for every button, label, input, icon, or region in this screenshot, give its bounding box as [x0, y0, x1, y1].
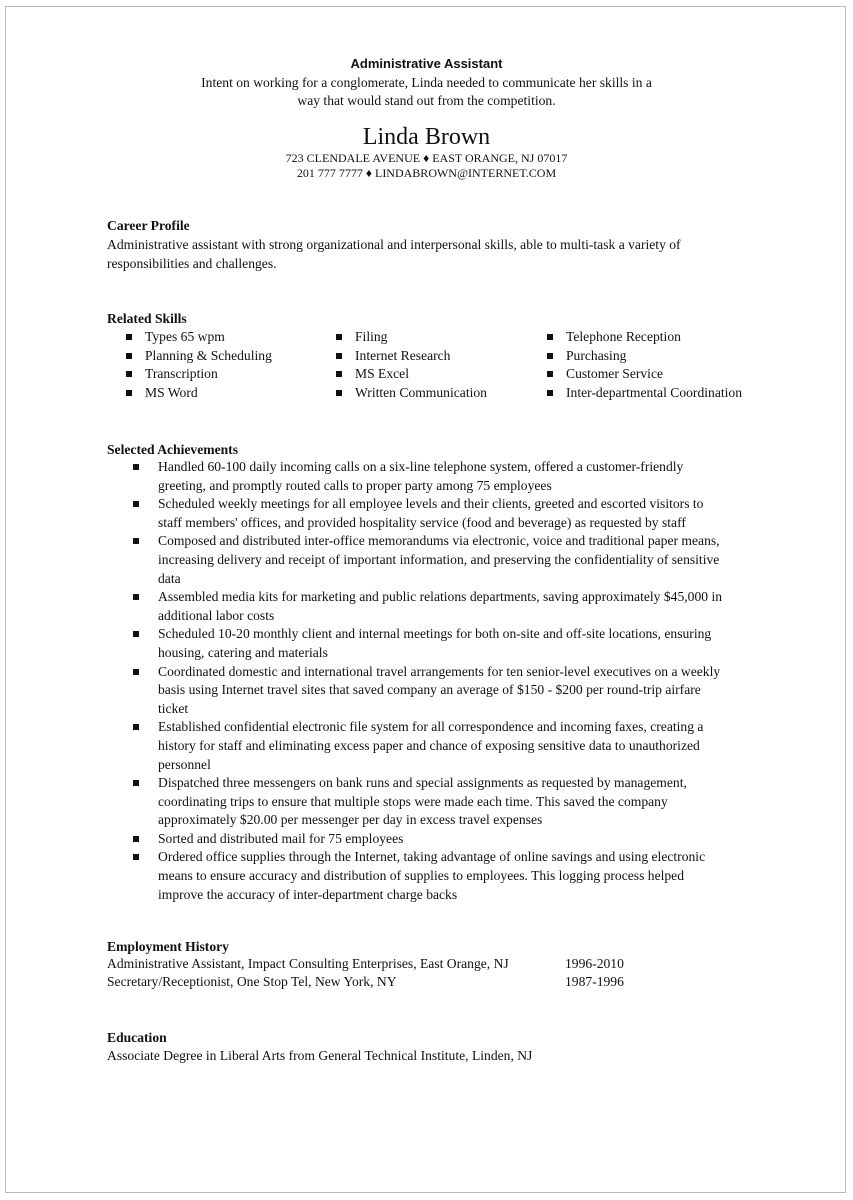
- skill-item: MS Excel: [355, 365, 487, 384]
- achievements-list: [158, 458, 758, 904]
- skills-column: [145, 328, 272, 402]
- employment-title: Employment History: [107, 939, 229, 954]
- bullet-icon: [547, 371, 553, 377]
- bullet-icon: [133, 631, 139, 637]
- bullet-icon: [336, 371, 342, 377]
- skill-item: Planning & Scheduling: [145, 347, 272, 366]
- achievement-item: Dispatched three messengers on bank runs and special assignments as requested by management, coordinating trips to ensure that multiple stops were made each time. This saved the company approximately $20.00 per messenger per day in excess travel expenses: [158, 774, 758, 830]
- contact-block: [0, 151, 853, 181]
- resume-name: Linda Brown: [362, 124, 491, 150]
- skills-column: [566, 328, 742, 402]
- bullet-icon: [133, 724, 139, 730]
- bullet-icon: [126, 371, 132, 377]
- skill-item: Purchasing: [566, 347, 742, 366]
- bullet-icon: [126, 390, 132, 396]
- achievement-item: Established confidential electronic file system for all correspondence and incoming faxes, creating a history for staff and eliminating excess paper and chance of exposing sensitive data to unauthorized personnel: [158, 718, 758, 774]
- employment-row: [107, 955, 667, 973]
- achievement-item: Scheduled weekly meetings for all employee levels and their clients, greeted and escorted visitors to staff members' offices, and provided hospitality service (food and beverage) as requested by staff: [158, 495, 758, 532]
- employment-position: Secretary/Receptionist, One Stop Tel, New York, NY: [107, 974, 397, 989]
- achievement-item: Ordered office supplies through the Internet, taking advantage of online savings and using electronic means to ensure accuracy and distribution of supplies to employees. This logging process helped improve the accuracy of inter-department charge backs: [158, 848, 758, 904]
- employment-years: 1996-2010: [565, 956, 624, 971]
- bullet-icon: [133, 538, 139, 544]
- employment-position: Administrative Assistant, Impact Consulting Enterprises, East Orange, NJ: [107, 956, 509, 971]
- employment-row: [107, 973, 667, 991]
- phone-email-line: 201 777 7777 ♦ LINDABROWN@INTERNET.COM: [296, 166, 557, 180]
- achievement-item: Assembled media kits for marketing and public relations departments, saving approximately $45,000 in additional labor costs: [158, 588, 758, 625]
- bullet-icon: [133, 836, 139, 842]
- skill-item: Customer Service: [566, 365, 742, 384]
- bullet-icon: [133, 669, 139, 675]
- achievement-item: Composed and distributed inter-office memorandums via electronic, voice and traditional paper means, increasing delivery and receipt of important information, and preserving the confidentiality of sensitive data: [158, 532, 758, 588]
- bullet-icon: [547, 334, 553, 340]
- education-title: Education: [107, 1030, 167, 1045]
- document-heading: Administrative Assistant: [350, 56, 503, 71]
- skill-item: Telephone Reception: [566, 328, 742, 347]
- intro-text: [180, 74, 673, 110]
- career-profile-line: responsibilities and challenges.: [107, 256, 277, 271]
- bullet-icon: [133, 501, 139, 507]
- bullet-icon: [133, 464, 139, 470]
- career-profile-line: Administrative assistant with strong organizational and interpersonal skills, able to multi-task a variety of: [107, 237, 681, 252]
- employment-years: 1987-1996: [565, 974, 624, 989]
- bullet-icon: [547, 353, 553, 359]
- achievements-title: Selected Achievements: [107, 442, 238, 457]
- bullet-icon: [336, 353, 342, 359]
- bullet-icon: [133, 854, 139, 860]
- career-profile-text: [107, 235, 747, 273]
- skill-item: Transcription: [145, 365, 272, 384]
- bullet-icon: [126, 334, 132, 340]
- education-text: Associate Degree in Liberal Arts from General Technical Institute, Linden, NJ: [107, 1048, 533, 1063]
- achievement-item: Scheduled 10-20 monthly client and internal meetings for both on-site and off-site locations, ensuring housing, catering and materials: [158, 625, 758, 662]
- achievement-item: Coordinated domestic and international travel arrangements for ten senior-level executives on a weekly basis using Internet travel sites that saved company an average of $150 - $200 per round-trip airfare ticket: [158, 663, 758, 719]
- bullet-icon: [547, 390, 553, 396]
- intro-line: way that would stand out from the competition.: [297, 93, 556, 108]
- skill-item: Filing: [355, 328, 487, 347]
- skill-item: Types 65 wpm: [145, 328, 272, 347]
- bullet-icon: [133, 594, 139, 600]
- achievement-item: Sorted and distributed mail for 75 employees: [158, 830, 758, 849]
- skill-item: Written Communication: [355, 384, 487, 403]
- intro-line: Intent on working for a conglomerate, Linda needed to communicate her skills in a: [201, 75, 652, 90]
- skills-title: Related Skills: [107, 311, 187, 326]
- address-line: 723 CLENDALE AVENUE ♦ EAST ORANGE, NJ 07017: [285, 151, 568, 165]
- skill-item: MS Word: [145, 384, 272, 403]
- bullet-icon: [336, 334, 342, 340]
- skill-item: Internet Research: [355, 347, 487, 366]
- skills-column: [355, 328, 487, 402]
- career-profile-title: Career Profile: [107, 218, 190, 233]
- achievement-item: Handled 60-100 daily incoming calls on a six-line telephone system, offered a customer-friendly greeting, and promptly routed calls to proper party among 75 employees: [158, 458, 758, 495]
- bullet-icon: [133, 780, 139, 786]
- bullet-icon: [336, 390, 342, 396]
- skill-item: Inter-departmental Coordination: [566, 384, 742, 403]
- bullet-icon: [126, 353, 132, 359]
